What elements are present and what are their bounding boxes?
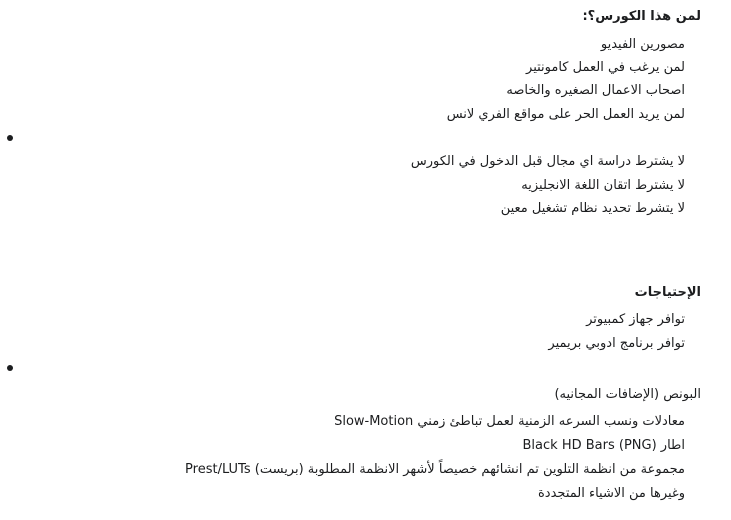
list-item: لمن يريد العمل الحر على مواقع الفري لانس bbox=[446, 107, 685, 122]
list-item: لا يشترط اتقان اللغة الانجليزيه bbox=[521, 178, 685, 193]
list-item: مجموعة من انظمة التلوين تم انشائهم خصيصاً لأشهر الانظمة المطلوبة (بريست) Prest/LUTs bbox=[185, 462, 685, 477]
list-item: لا يشترط دراسة اي مجال قبل الدخول في الكورس bbox=[410, 154, 685, 169]
audience-heading: لمن هذا الكورس؟: bbox=[582, 9, 701, 24]
empty-list-item bbox=[20, 357, 701, 379]
list-item: توافر برنامج ادوبي بريمير bbox=[548, 336, 685, 351]
list-item: مصورين الفيديو bbox=[600, 37, 685, 52]
bullet-icon bbox=[7, 365, 13, 371]
list-item: معادلات ونسب السرعه الزمنية لعمل تباطئ زمني Slow-Motion bbox=[334, 414, 685, 429]
needs-heading: الإحتياجات bbox=[634, 285, 701, 300]
list-item: وغيرها من الاشياء المتجددة bbox=[538, 486, 685, 501]
list-item: توافر جهاز كمبيوتر bbox=[586, 312, 685, 327]
list-item: اطار Black HD Bars (PNG) bbox=[522, 438, 685, 453]
list-item: لمن يرغب في العمل كامونتير bbox=[526, 60, 685, 75]
bonus-heading: البونص (الإضافات المجانيه) bbox=[554, 387, 701, 402]
list-item: اصحاب الاعمال الصغيره والخاصه bbox=[506, 83, 685, 98]
bullet-icon bbox=[7, 135, 13, 141]
empty-list-item bbox=[20, 127, 701, 149]
list-item: لا يتشرط تحديد نظام تشغيل معين bbox=[500, 201, 685, 216]
